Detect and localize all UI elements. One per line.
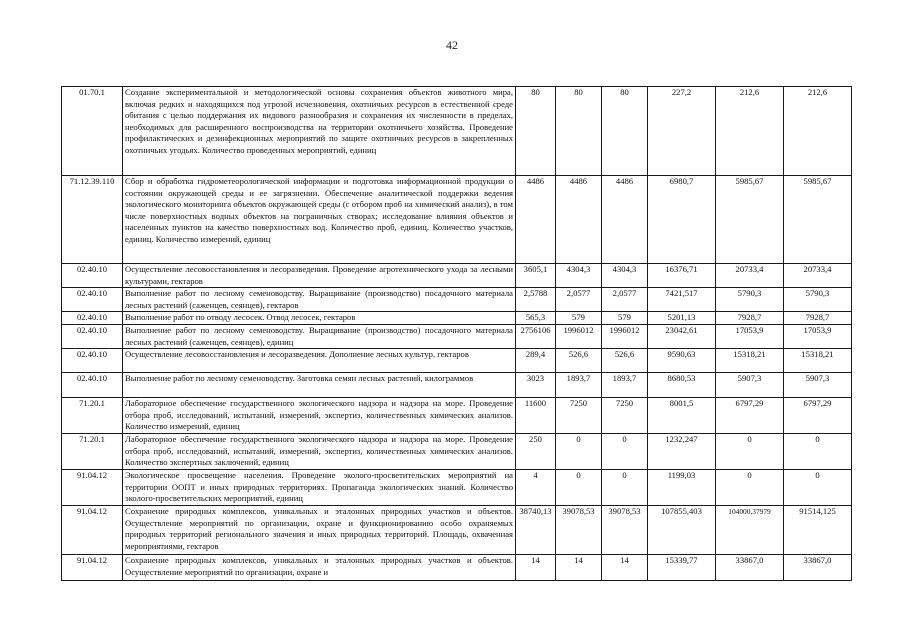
value-2-cell: 39078,53	[556, 506, 602, 555]
value-6-cell: 91514,125	[784, 506, 852, 555]
value-3-cell: 4304,3	[602, 264, 648, 288]
value-6-cell: 212,6	[784, 87, 852, 176]
value-5-cell: 104000,37979	[716, 506, 784, 555]
value-2-cell: 2,0577	[556, 288, 602, 312]
description-cell: Выполнение работ по лесному семеноводству. Выращивание (производство) посадочного материала лесных растений (саженцев, сеянцев), единиц	[123, 324, 516, 348]
value-3-cell: 0	[602, 470, 648, 506]
table-row	[62, 87, 852, 176]
value-5-cell: 17053,9	[716, 324, 784, 348]
value-4-cell: 9590,63	[648, 349, 716, 373]
table-row	[62, 312, 852, 325]
okved-code-cell: 71.20.1	[62, 398, 123, 434]
okved-code-cell: 02.40.10	[62, 312, 123, 325]
value-2-cell: 14	[556, 555, 602, 581]
okved-code-cell: 91.04.12	[62, 555, 123, 581]
table-row	[62, 324, 852, 348]
value-4-cell: 6980,7	[648, 176, 716, 264]
value-2-cell: 0	[556, 434, 602, 470]
value-6-cell: 15318,21	[784, 349, 852, 373]
description-cell: Лабораторное обеспечение государственного экологического надзора и надзора на море. Проведение отбора проб, исследований, испытаний, измерений, экспертиз, количественных химических анализов. Количество экспертных заключений, единиц	[123, 434, 516, 470]
value-3-cell: 7250	[602, 398, 648, 434]
value-3-cell: 39078,53	[602, 506, 648, 555]
value-5-cell: 5907,3	[716, 373, 784, 398]
okved-code-cell: 91.04.12	[62, 506, 123, 555]
page-number: 42	[446, 38, 458, 52]
value-1-cell: 3023	[516, 373, 556, 398]
description-cell: Сохранение природных комплексов, уникальных и эталонных природных участков и объектов. Осуществление мероприятий по организации, охране и функционированию особо охраняемых природных территорий регионального значения и иных природных территорий. Площадь, охваченная мероприятиями, гектаров	[123, 506, 516, 555]
okved-code-cell: 02.40.10	[62, 373, 123, 398]
value-2-cell: 4304,3	[556, 264, 602, 288]
value-3-cell: 1996012	[602, 324, 648, 348]
value-6-cell: 5985,67	[784, 176, 852, 264]
value-6-cell: 7928,7	[784, 312, 852, 325]
table-row	[62, 470, 852, 506]
value-4-cell: 8001,5	[648, 398, 716, 434]
okved-code-cell: 02.40.10	[62, 288, 123, 312]
value-3-cell: 0	[602, 434, 648, 470]
budget-table	[61, 86, 852, 581]
value-5-cell: 33867,0	[716, 555, 784, 581]
value-2-cell: 4486	[556, 176, 602, 264]
value-4-cell: 1199,03	[648, 470, 716, 506]
okved-code-cell: 02.40.10	[62, 349, 123, 373]
description-cell: Осуществление лесовосстановления и лесоразведения. Проведение агротехнического ухода за лесными культурами, гектаров	[123, 264, 516, 288]
value-1-cell: 38740,13	[516, 506, 556, 555]
description-cell: Экологическое просвещение населения. Проведение эколого-просветительских мероприятий на территории ООПТ и иных природных территориях. Пропаганда экологических знаний. Количество эколого-просветительских мероприятий, единиц	[123, 470, 516, 506]
value-2-cell: 526,6	[556, 349, 602, 373]
description-cell: Выполнение работ по лесному семеноводству. Заготовка семян лесных растений, килограммов	[123, 373, 516, 398]
value-1-cell: 80	[516, 87, 556, 176]
value-5-cell: 15318,21	[716, 349, 784, 373]
description-cell: Сохранение природных комплексов, уникальных и эталонных природных участков и объектов. Осуществление мероприятий по организации, охране и	[123, 555, 516, 581]
value-1-cell: 11600	[516, 398, 556, 434]
value-2-cell: 0	[556, 470, 602, 506]
value-2-cell: 1893,7	[556, 373, 602, 398]
value-5-cell: 0	[716, 470, 784, 506]
description-cell: Создание экспериментальной и методологической основы сохранения объектов животного мира, включая редких и находящихся под угрозой исчезновения, охотничьих ресурсов в естественной среде обитания с целью поддержания их видового разнообразия и сохранения их численности в пределах, необходимых для расширенного воспроизводства на территории охотничьего хозяйства. Проведение профилактических и дезинфекционных мероприятий по защите охотничьих ресурсов в закрепленных охотничьих угодьях. Количество проведенных мероприятий, единиц	[123, 87, 516, 176]
table-row	[62, 555, 852, 581]
value-5-cell: 5985,67	[716, 176, 784, 264]
value-4-cell: 7421,517	[648, 288, 716, 312]
table-row	[62, 264, 852, 288]
value-4-cell: 16376,71	[648, 264, 716, 288]
table-row	[62, 373, 852, 398]
value-1-cell: 250	[516, 434, 556, 470]
okved-code-cell: 71.20.1	[62, 434, 123, 470]
value-6-cell: 33867,0	[784, 555, 852, 581]
value-4-cell: 23042,61	[648, 324, 716, 348]
value-1-cell: 4486	[516, 176, 556, 264]
value-3-cell: 579	[602, 312, 648, 325]
value-2-cell: 80	[556, 87, 602, 176]
value-5-cell: 0	[716, 434, 784, 470]
description-cell: Осуществление лесовосстановления и лесоразведения. Дополнение лесных культур, гектаров	[123, 349, 516, 373]
value-3-cell: 1893,7	[602, 373, 648, 398]
table-row	[62, 398, 852, 434]
value-1-cell: 289,4	[516, 349, 556, 373]
value-6-cell: 0	[784, 470, 852, 506]
value-1-cell: 4	[516, 470, 556, 506]
value-3-cell: 14	[602, 555, 648, 581]
table-row	[62, 434, 852, 470]
value-5-cell: 212,6	[716, 87, 784, 176]
value-4-cell: 107855,403	[648, 506, 716, 555]
value-4-cell: 227,2	[648, 87, 716, 176]
value-6-cell: 17053,9	[784, 324, 852, 348]
value-6-cell: 5907,3	[784, 373, 852, 398]
okved-code-cell: 02.40.10	[62, 264, 123, 288]
value-1-cell: 2756106	[516, 324, 556, 348]
description-cell: Лабораторное обеспечение государственного экологического надзора и надзора на море. Проведение отбора проб, исследований, испытаний, измерений, экспертиз, количественных химических анализов. Количество измерений, единиц	[123, 398, 516, 434]
value-2-cell: 579	[556, 312, 602, 325]
table-row	[62, 506, 852, 555]
value-6-cell: 20733,4	[784, 264, 852, 288]
value-1-cell: 3605,1	[516, 264, 556, 288]
okved-code-cell: 02.40.10	[62, 324, 123, 348]
table-body	[62, 87, 852, 581]
okved-code-cell: 01.70.1	[62, 87, 123, 176]
value-6-cell: 6797,29	[784, 398, 852, 434]
table-row	[62, 176, 852, 264]
value-5-cell: 7928,7	[716, 312, 784, 325]
okved-code-cell: 91.04.12	[62, 470, 123, 506]
table-row	[62, 349, 852, 373]
value-6-cell: 0	[784, 434, 852, 470]
value-3-cell: 4486	[602, 176, 648, 264]
value-5-cell: 6797,29	[716, 398, 784, 434]
description-cell: Сбор и обработка гидрометеорологической информации и подготовка информационной продукции о состоянии окружающей среды и ее загрязнении. Обеспечение аналитической поддержки ведения экологического мониторинга объектов окружающей среды (с отбором проб на химический анализ), в том числе поверхностных водных объектов на пограничных створах; исследование влияния объектов и населенных пунктов на качество поверхностных вод. Количество проб, единиц. Количество участков, единиц. Количество измерений, единиц	[123, 176, 516, 264]
value-3-cell: 2,0577	[602, 288, 648, 312]
value-4-cell: 1232,247	[648, 434, 716, 470]
value-1-cell: 2,5788	[516, 288, 556, 312]
description-cell: Выполнение работ по лесному семеноводству. Выращивание (производство) посадочного материала лесных растений (саженцев, сеянцев), гектаров	[123, 288, 516, 312]
value-4-cell: 5201,13	[648, 312, 716, 325]
value-3-cell: 526,6	[602, 349, 648, 373]
value-1-cell: 14	[516, 555, 556, 581]
value-1-cell: 565,3	[516, 312, 556, 325]
value-4-cell: 15339,77	[648, 555, 716, 581]
value-5-cell: 5790,3	[716, 288, 784, 312]
value-5-cell: 20733,4	[716, 264, 784, 288]
value-2-cell: 7250	[556, 398, 602, 434]
value-2-cell: 1996012	[556, 324, 602, 348]
value-4-cell: 8680,53	[648, 373, 716, 398]
table-row	[62, 288, 852, 312]
okved-code-cell: 71.12.39.110	[62, 176, 123, 264]
value-3-cell: 80	[602, 87, 648, 176]
description-cell: Выполнение работ по отводу лесосек. Отвод лесосек, гектаров	[123, 312, 516, 325]
value-6-cell: 5790,3	[784, 288, 852, 312]
